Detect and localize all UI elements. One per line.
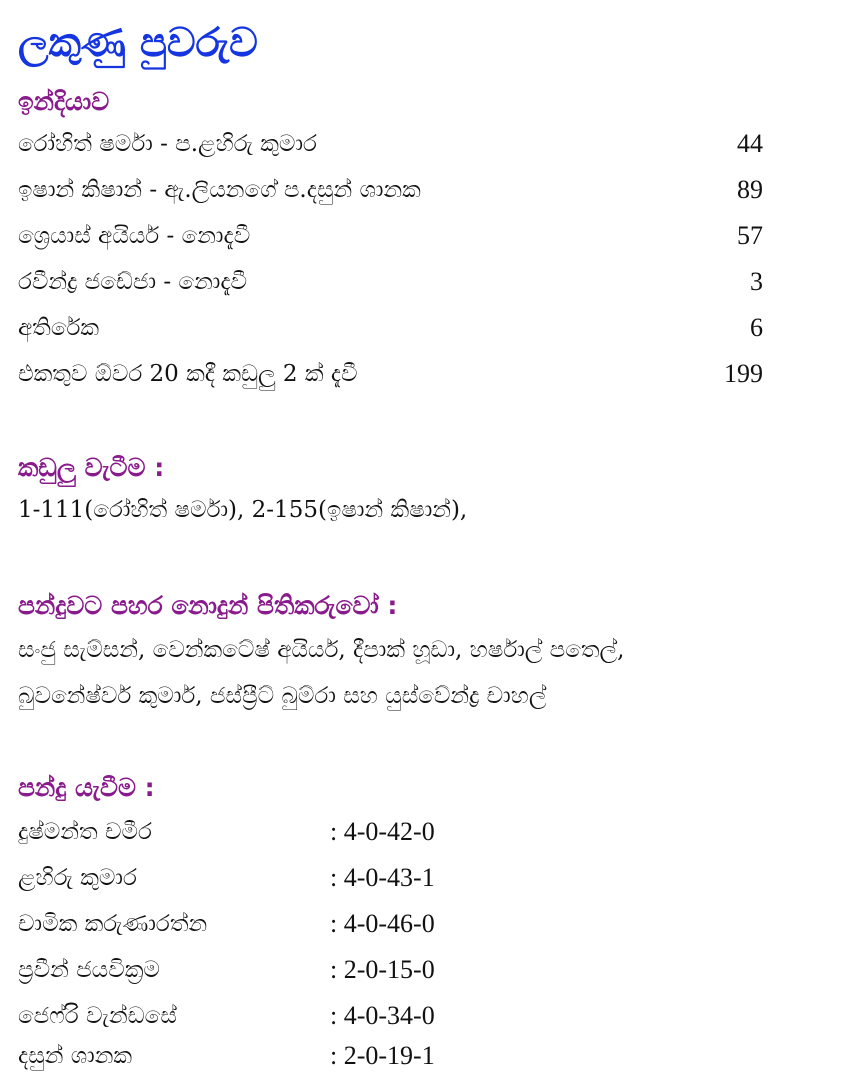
batting-row-label: එකතුව ඕවර 20 කදී කඩුලු 2 ක් දැවී: [18, 361, 358, 387]
did-not-bat-heading: පන්දුවට පහර නොදුන් පිතිකරුවෝ :: [18, 591, 398, 620]
batting-row-label: ඉෂාන් කිෂාන් - ඇ.ලියනගේ ප.දසුන් ශානක: [18, 177, 421, 203]
bowling-row: [18, 904, 518, 944]
bowler-figures: : 2-0-19-1: [330, 1041, 435, 1070]
batting-row-value: 3: [750, 267, 763, 296]
fall-of-wickets-heading: කඩුලු වැටීම :: [18, 453, 165, 482]
bowling-row: [18, 1036, 518, 1076]
bowler-name: දුෂ්මන්ත චමීර: [18, 819, 152, 845]
bowler-name: චාමික කරුණාරත්න: [18, 911, 208, 937]
batting-row-value: 44: [737, 129, 763, 158]
batting-row: [18, 124, 763, 164]
bowling-row: [18, 950, 518, 990]
batting-team-heading: ඉන්දියාව: [18, 87, 110, 116]
bowler-figures: : 4-0-43-1: [330, 863, 435, 892]
bowler-name: ළහිරු කුමාර: [18, 865, 137, 891]
batting-row-label: රෝහිත් ෂර්මා - ප.ළහිරු කුමාර: [18, 131, 317, 157]
batting-row-extras: [18, 308, 763, 348]
batting-row: [18, 216, 763, 256]
bowling-row: [18, 812, 518, 852]
batting-row-value: 6: [750, 313, 763, 342]
batting-row: [18, 170, 763, 210]
bowler-name: දසුන් ශානක: [18, 1043, 133, 1069]
bowler-figures: : 4-0-46-0: [330, 909, 435, 938]
batting-row-label: අතිරේක: [18, 315, 100, 341]
batting-row-total: [18, 354, 763, 394]
batting-row-label: ශ්‍රෙයාස් අයියර් - නොදැවී: [18, 223, 251, 249]
batting-row-value: 199: [724, 359, 763, 388]
page-title: ලකුණු පුවරුව: [18, 20, 258, 66]
did-not-bat-line: බුවනේෂ්වර් කුමාර්, ජස්ප්‍රීට් බුම්රා සහ යුස්වේන්ද්‍ර චාහල්: [18, 683, 547, 709]
bowling-heading: පන්දු යැවීම :: [18, 773, 155, 802]
did-not-bat-line: සංජු සැම්සන්, වෙන්කටේෂ් අයියර්, දීපාක් හූඩා, හර්ෂාල් පතෙල්,: [18, 637, 625, 663]
bowler-name: ජෙෆ්රි වැන්ඩසේ: [18, 1003, 177, 1029]
batting-row-label: රවීන්ද්‍ර ජඩේජා - නොදැවී: [18, 269, 248, 295]
bowler-figures: : 2-0-15-0: [330, 955, 435, 984]
bowling-row: [18, 858, 518, 898]
bowler-figures: : 4-0-34-0: [330, 1001, 435, 1030]
bowler-name: ප්‍රවීන් ජයවික්‍රම: [18, 957, 160, 983]
bowling-row: [18, 996, 518, 1036]
bowler-figures: : 4-0-42-0: [330, 817, 435, 846]
batting-row-value: 57: [737, 221, 763, 250]
fall-of-wickets-text: 1-111(රෝහිත් ෂර්මා), 2-155(ඉෂාන් කිෂාන්),: [18, 497, 468, 523]
batting-row-value: 89: [737, 175, 763, 204]
batting-row: [18, 262, 763, 302]
